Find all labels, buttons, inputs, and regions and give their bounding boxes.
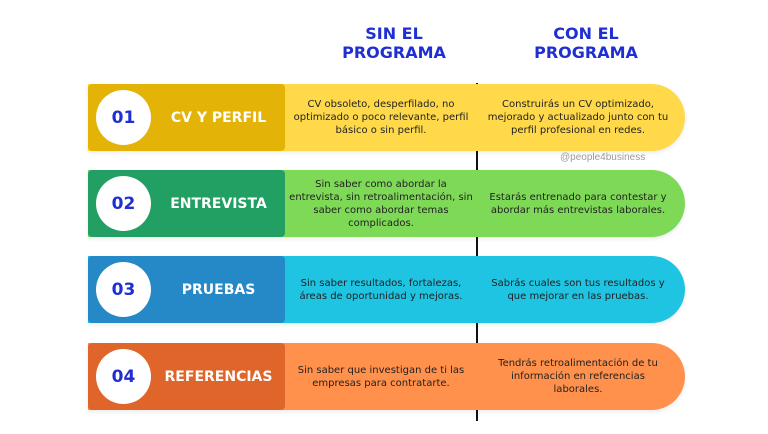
row-number-badge: 02 <box>96 176 151 231</box>
column-header-with-program <box>491 24 681 62</box>
column-header-line: CON EL <box>553 24 619 43</box>
row-number-badge: 03 <box>96 262 151 317</box>
column-header-line: SIN EL <box>365 24 423 43</box>
comparison-row-cv <box>88 84 685 151</box>
cell-with-program: Tendrás retroalimentación de tu información en referencias laborales. <box>498 358 658 395</box>
cell-without-program: Sin saber resultados, fortalezas, áreas de oportunidad y mejoras. <box>299 277 463 302</box>
comparison-row-pruebas <box>88 256 685 323</box>
cell-without-program: CV obsoleto, desperfilado, no optimizado o poco relevante, perfil básico o sin perfil. <box>293 99 469 136</box>
column-header-line: PROGRAMA <box>342 43 446 62</box>
row-number-badge: 01 <box>96 90 151 145</box>
cell-with-program: Estarás entrenado para contestar y abordar más entrevistas laborales. <box>489 191 667 216</box>
watermark-handle: @people4business <box>560 152 646 163</box>
comparison-row-referencias <box>88 343 685 410</box>
column-header-line: PROGRAMA <box>534 43 638 62</box>
comparison-row-entrevista <box>88 170 685 237</box>
cell-without-program: Sin saber que investigan de ti las empresas para contratarte. <box>297 364 465 389</box>
row-number-badge: 04 <box>96 349 151 404</box>
row-title: CV Y PERFIL <box>170 109 267 126</box>
row-title: REFERENCIAS <box>164 368 273 385</box>
cell-without-program: Sin saber como abordar la entrevista, sin retroalimentación, sin saber como abordar temas complicados. <box>289 178 473 229</box>
cell-with-program: Sabrás cuales son tus resultados y que mejorar en las pruebas. <box>491 277 665 302</box>
column-header-without-program <box>299 24 489 62</box>
cell-with-program: Construirás un CV optimizado, mejorado y actualizado junto con tu perfil profesional en redes. <box>487 99 669 136</box>
row-title: ENTREVISTA <box>170 195 267 212</box>
row-title: PRUEBAS <box>181 281 256 298</box>
